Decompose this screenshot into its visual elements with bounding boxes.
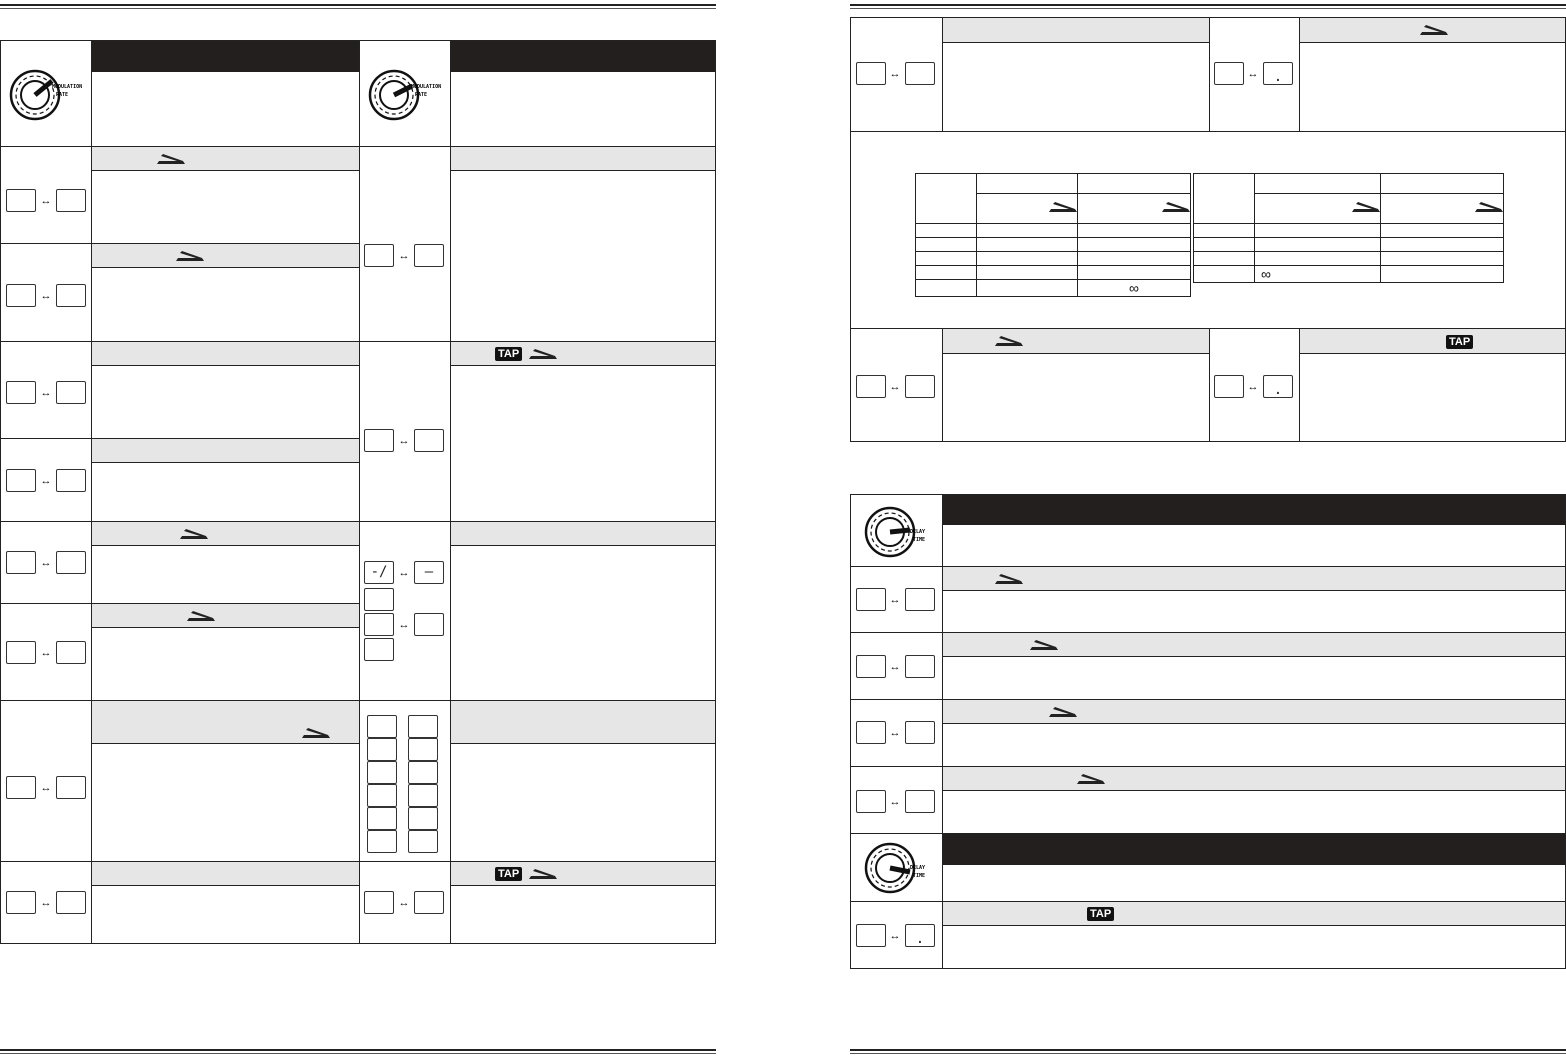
seven-segment-display-icon <box>856 721 886 744</box>
param-bar-3 <box>92 342 359 366</box>
expression-pedal-icon <box>1077 773 1105 785</box>
seven-segment-display-icon <box>856 924 886 947</box>
expression-pedal-icon <box>995 335 1023 347</box>
param-bar-14 <box>943 18 1209 43</box>
modulation-rate-knob-icon <box>367 68 442 122</box>
param-bar-17 <box>1300 329 1565 354</box>
bidirectional-arrow-icon: ↔ <box>40 475 52 487</box>
knob-label-rate: RATE <box>415 92 428 98</box>
bidirectional-arrow-icon: ↔ <box>40 195 52 207</box>
bidirectional-arrow-icon: ↔ <box>1247 381 1259 393</box>
seven-segment-display-icon <box>856 62 886 85</box>
seven-segment-display-icon <box>364 638 394 661</box>
bottom-rule-left <box>0 1049 716 1051</box>
tap-badge-icon: TAP <box>1446 335 1473 349</box>
range-table-right <box>1193 173 1504 283</box>
seven-segment-display-icon <box>56 891 86 914</box>
knob-label-modulation: MODULATION <box>52 84 83 90</box>
delay-header-bar-a <box>943 495 1565 525</box>
expression-pedal-icon <box>187 610 215 622</box>
bidirectional-arrow-icon: ↔ <box>398 619 410 631</box>
bidirectional-arrow-icon: ↔ <box>889 381 901 393</box>
expression-pedal-icon <box>1475 201 1503 213</box>
param-bar-12 <box>451 701 715 744</box>
seven-segment-display-icon <box>408 761 438 784</box>
bidirectional-arrow-icon: ↔ <box>889 68 901 80</box>
bidirectional-arrow-icon: ↔ <box>398 897 410 909</box>
seven-segment-display-icon <box>6 284 36 307</box>
range-table-left <box>915 173 1191 297</box>
seven-segment-display-icon <box>367 761 397 784</box>
seven-segment-display-icon <box>408 738 438 761</box>
seven-segment-display-icon: . <box>905 924 935 947</box>
seven-segment-display-icon <box>367 784 397 807</box>
param-bar-20 <box>943 700 1565 724</box>
seven-segment-display-icon <box>6 551 36 574</box>
seven-segment-display-icon <box>414 429 444 452</box>
param-bar-1 <box>92 147 359 171</box>
infinity-symbol: ∞ <box>1255 266 1381 283</box>
top-rule-left-thin <box>0 8 716 9</box>
param-bar-2 <box>92 244 359 268</box>
bidirectional-arrow-icon: ↔ <box>889 661 901 673</box>
seven-segment-display-icon <box>905 721 935 744</box>
delay-header-bar-b <box>943 834 1565 865</box>
bidirectional-arrow-icon: ↔ <box>889 727 901 739</box>
bottom-rule-right-thin <box>850 1053 1566 1054</box>
seven-segment-display-icon <box>408 830 438 853</box>
param-bar-9 <box>451 147 715 171</box>
param-bar-10 <box>451 342 715 366</box>
expression-pedal-icon <box>302 727 330 739</box>
expression-pedal-icon <box>157 153 185 165</box>
seven-segment-display-icon <box>6 469 36 492</box>
seven-segment-display-icon <box>856 375 886 398</box>
seven-segment-display-icon: – <box>414 561 444 584</box>
seven-segment-display-icon <box>414 613 444 636</box>
infinity-symbol: ∞ <box>1078 280 1191 297</box>
seven-segment-display-icon <box>1214 62 1244 85</box>
seven-segment-display-icon <box>905 655 935 678</box>
bidirectional-arrow-icon: ↔ <box>398 567 410 579</box>
seven-segment-display-icon <box>856 588 886 611</box>
tap-badge-icon: TAP <box>495 347 522 361</box>
seven-segment-display-icon <box>6 776 36 799</box>
knob-label-time: TIME <box>913 537 926 543</box>
tap-badge-icon: TAP <box>495 867 522 881</box>
expression-pedal-icon <box>529 348 557 360</box>
seven-segment-display-icon <box>6 381 36 404</box>
expression-pedal-icon <box>176 250 204 262</box>
expression-pedal-icon <box>529 868 557 880</box>
seven-segment-display-icon <box>856 655 886 678</box>
seven-segment-display-icon <box>364 613 394 636</box>
bidirectional-arrow-icon: ↔ <box>40 557 52 569</box>
top-rule-left <box>0 4 716 6</box>
seven-segment-display-icon <box>856 790 886 813</box>
seven-segment-display-icon <box>414 891 444 914</box>
expression-pedal-icon <box>1352 201 1380 213</box>
delay-time-knob-icon <box>864 840 934 896</box>
knob-label-modulation: MODULATION <box>411 84 442 90</box>
seven-segment-display-icon: . <box>1263 62 1293 85</box>
knob-label-delay: DELAY <box>910 529 926 535</box>
seven-segment-display-icon <box>6 891 36 914</box>
expression-pedal-icon <box>180 528 208 540</box>
seven-segment-display-icon <box>367 715 397 738</box>
bidirectional-arrow-icon: ↔ <box>40 647 52 659</box>
expression-pedal-icon <box>1049 706 1077 718</box>
seven-segment-display-icon <box>6 641 36 664</box>
bidirectional-arrow-icon: ↔ <box>40 387 52 399</box>
bottom-rule-right <box>850 1049 1566 1051</box>
knob-label-time: TIME <box>913 873 926 879</box>
param-bar-6 <box>92 604 359 628</box>
seven-segment-display-icon <box>414 244 444 267</box>
seven-segment-display-icon <box>56 776 86 799</box>
top-rule-right <box>850 4 1566 6</box>
seven-segment-display-icon <box>364 891 394 914</box>
bidirectional-arrow-icon: ↔ <box>1247 68 1259 80</box>
seven-segment-display-icon <box>56 469 86 492</box>
param-bar-5 <box>92 522 359 546</box>
bidirectional-arrow-icon: ↔ <box>889 930 901 942</box>
seven-segment-display-icon <box>905 375 935 398</box>
seven-segment-display-icon <box>6 189 36 212</box>
mod-header-bar-b <box>451 41 715 72</box>
bidirectional-arrow-icon: ↔ <box>398 250 410 262</box>
bidirectional-arrow-icon: ↔ <box>398 435 410 447</box>
seven-segment-display-icon <box>905 62 935 85</box>
seven-segment-display-icon <box>905 588 935 611</box>
knob-label-rate: RATE <box>56 92 69 98</box>
bidirectional-arrow-icon: ↔ <box>40 290 52 302</box>
seven-segment-display-icon <box>1214 375 1244 398</box>
seven-segment-display-icon <box>367 807 397 830</box>
knob-label-delay: DELAY <box>910 865 926 871</box>
seven-segment-display-icon <box>367 738 397 761</box>
seven-segment-display-icon <box>56 381 86 404</box>
delay-time-knob-icon <box>864 504 934 560</box>
bidirectional-arrow-icon: ↔ <box>40 897 52 909</box>
seven-segment-display-icon <box>364 588 394 611</box>
param-text-cell-10 <box>450 341 716 522</box>
expression-pedal-icon <box>995 573 1023 585</box>
param-icon-cell-11 <box>359 521 451 701</box>
seven-segment-display-icon <box>905 790 935 813</box>
seven-segment-display-icon: . <box>1263 375 1293 398</box>
seven-segment-display-icon <box>56 551 86 574</box>
param-text-cell-9 <box>450 146 716 342</box>
param-bar-16 <box>943 329 1209 354</box>
modulation-rate-knob-icon <box>8 68 83 122</box>
seven-segment-display-icon <box>364 244 394 267</box>
seven-segment-display-icon: -/ <box>364 561 394 584</box>
tap-badge-icon: TAP <box>1087 907 1114 921</box>
param-bar-4 <box>92 439 359 463</box>
param-text-cell-11 <box>450 521 716 701</box>
expression-pedal-icon <box>1049 201 1077 213</box>
param-bar-11 <box>451 522 715 546</box>
seven-segment-display-icon <box>367 830 397 853</box>
seven-segment-display-icon <box>408 715 438 738</box>
seven-segment-display-icon <box>56 284 86 307</box>
param-bar-21 <box>943 767 1565 791</box>
bottom-rule-left-thin <box>0 1053 716 1054</box>
param-bar-13 <box>451 862 715 886</box>
seven-segment-display-icon <box>56 189 86 212</box>
seven-segment-display-icon <box>408 807 438 830</box>
bidirectional-arrow-icon: ↔ <box>889 594 901 606</box>
mod-header-bar-a <box>92 41 359 72</box>
seven-segment-display-icon <box>364 429 394 452</box>
seven-segment-display-icon <box>408 784 438 807</box>
expression-pedal-icon <box>1420 24 1448 36</box>
param-bar-22 <box>943 902 1565 926</box>
seven-segment-display-icon <box>56 641 86 664</box>
bidirectional-arrow-icon: ↔ <box>889 796 901 808</box>
param-bar-18 <box>943 567 1565 591</box>
top-rule-right-thin <box>850 8 1566 9</box>
expression-pedal-icon <box>1162 201 1190 213</box>
expression-pedal-icon <box>1030 639 1058 651</box>
bidirectional-arrow-icon: ↔ <box>40 782 52 794</box>
param-bar-8 <box>92 862 359 886</box>
